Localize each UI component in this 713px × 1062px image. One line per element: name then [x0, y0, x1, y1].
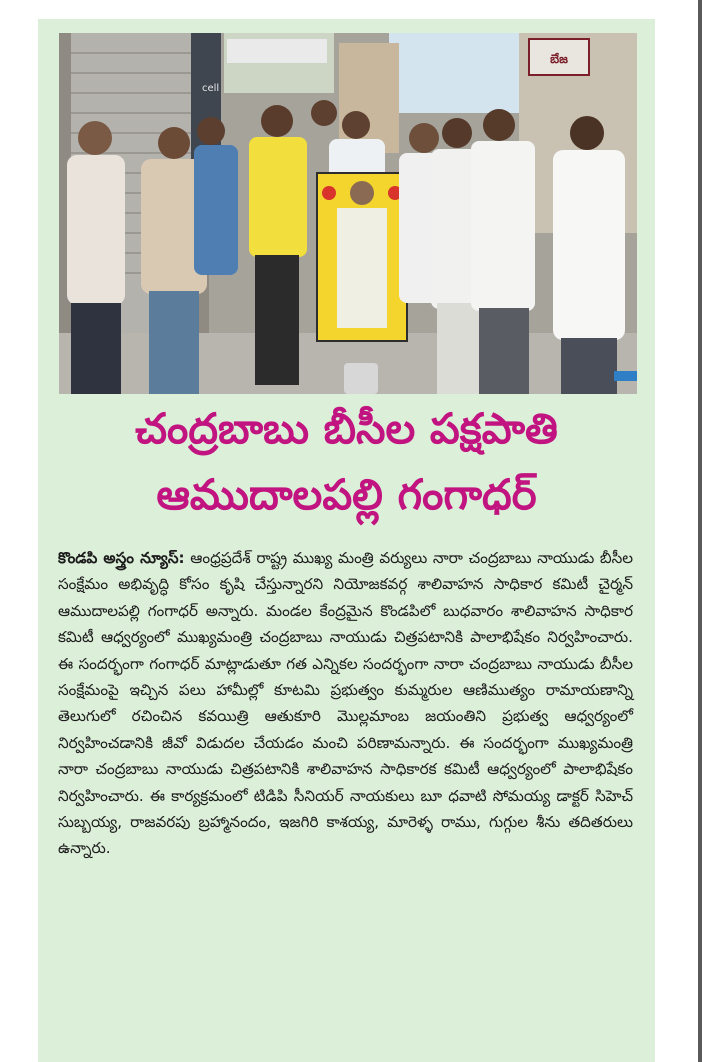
photo-sign-left: cell	[202, 83, 220, 94]
headline-line-1: చంద్రబాబు బీసీల పక్షపాతి	[135, 404, 558, 453]
news-photo	[59, 33, 637, 394]
headline-line-2: ఆముదాలపల్లి గంగాధర్	[156, 470, 537, 519]
article-body-text	[58, 545, 633, 862]
article-paragraph: ఆంధ్రప్రదేశ్ రాష్ట్ర ముఖ్య మంత్రి వర్యులు నారా చంద్రబాబు నాయుడు బీసీల సంక్షేమం అభివృద్ధి కోసం కృషి చేస్తున్నారని నియోజకవర్గ శాలివాహన సాధికార కమిటీ చైర్మన్ ఆముదాలపల్లి గంగాధర్ అన్నారు. మండల కేంద్రమైన కొండపిలో బుధవారం శాలివాహన సాధికార కమిటీ ఆధ్వర్యంలో ముఖ్యమంత్రి చంద్రబాబు నాయుడు చిత్రపటానికి పాలాభిషేకం నిర్వహించారు. ఈ సందర్భంగా గంగాధర్ మాట్లాడుతూ గత ఎన్నికల సందర్భంగా నారా చంద్రబాబు నాయుడు బీసీల సంక్షేమంపై ఇచ్చిన పలు హామీల్లో కూటమి ప్రభుత్వం కుమ్మరుల ఆణిముత్యం రామాయణాన్ని తెలుగులో రచించిన కవయిత్రి ఆతుకూరి మొల్లమాంబ జయంతిని ప్రభుత్వ ఆధ్వర్యంలో నిర్వహించడానికి జీవో విడుదల చేయడం మంచి పరిణామన్నారు. ఈ సందర్భంగా ముఖ్యమంత్రి నారా చంద్రబాబు నాయుడు చిత్రపటానికి శాలివాహన సాధికారక కమిటీ ఆధ్వర్యంలో పాలాభిషేకం నిర్వహించారు. ఈ కార్యక్రమంలో టిడిపి సీనియర్ నాయకులు బూ ధవాటి సోమయ్య డాక్టర్ సిహెచ్ సుబ్బయ్య, రాజవరపు బ్రహ్మానందం, ఇజగిరి కాశయ్య, మారెళ్ళ రాము, గుగ్గుల శీను తదితరులు ఉన్నారు.	[58, 549, 634, 858]
news-clipping	[38, 19, 655, 1062]
page-edge-rule	[698, 0, 702, 1062]
photo-sign-right: బేజ	[550, 52, 568, 66]
event-photo-illustration	[59, 33, 637, 394]
article-dateline: కొండపి అస్త్రం న్యూస్:	[58, 549, 185, 567]
